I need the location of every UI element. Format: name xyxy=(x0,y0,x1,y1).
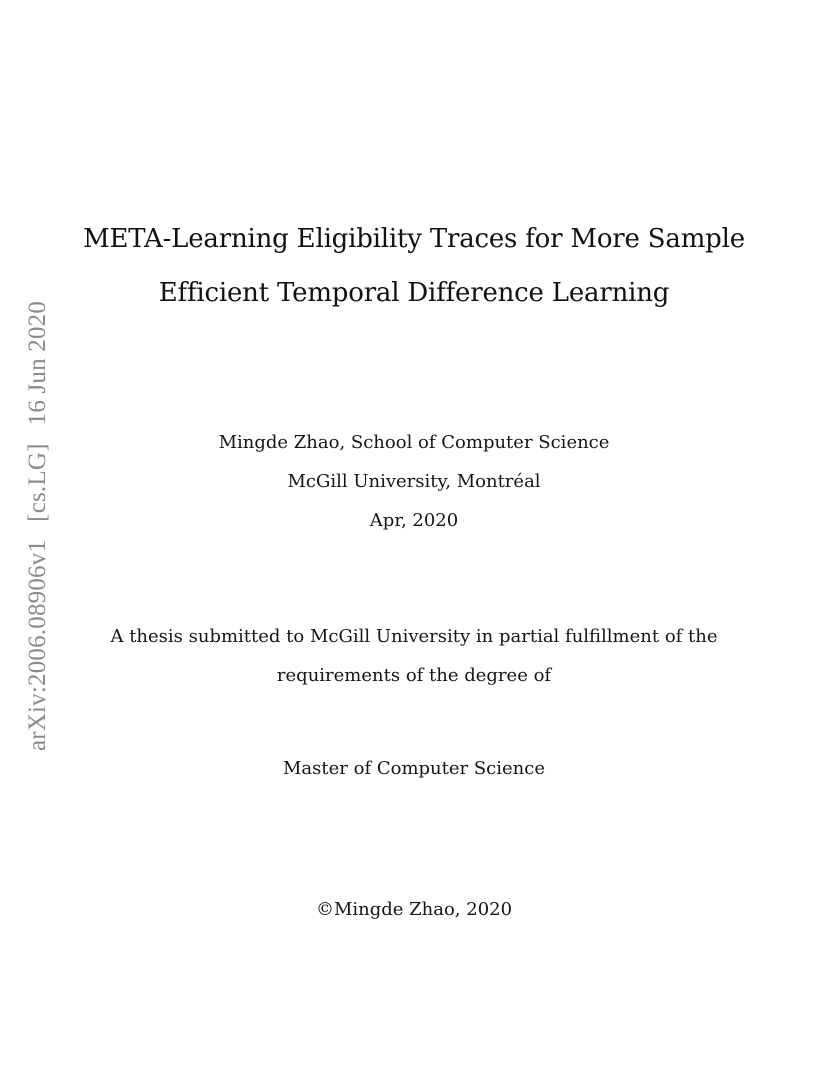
arxiv-category: [cs.LG] xyxy=(24,443,51,522)
copyright-notice: ©Mingde Zhao, 2020 xyxy=(315,899,513,920)
author-university: McGill University, Montréal xyxy=(287,471,541,492)
author-name-school: Mingde Zhao, School of Computer Science xyxy=(218,432,610,453)
thesis-statement-line-1: A thesis submitted to McGill University in partial fulfillment of the xyxy=(110,626,718,647)
thesis-statement-line-2: requirements of the degree of xyxy=(276,665,552,686)
arxiv-date: 16 Jun 2020 xyxy=(24,300,51,426)
thesis-title-line-2: Efficient Temporal Difference Learning xyxy=(158,278,670,308)
arxiv-identifier: arXiv:2006.08906v1 xyxy=(24,539,51,752)
thesis-title-line-1: META-Learning Eligibility Traces for More Sample xyxy=(83,224,745,254)
degree-name: Master of Computer Science xyxy=(283,758,545,779)
submission-date: Apr, 2020 xyxy=(369,510,459,531)
